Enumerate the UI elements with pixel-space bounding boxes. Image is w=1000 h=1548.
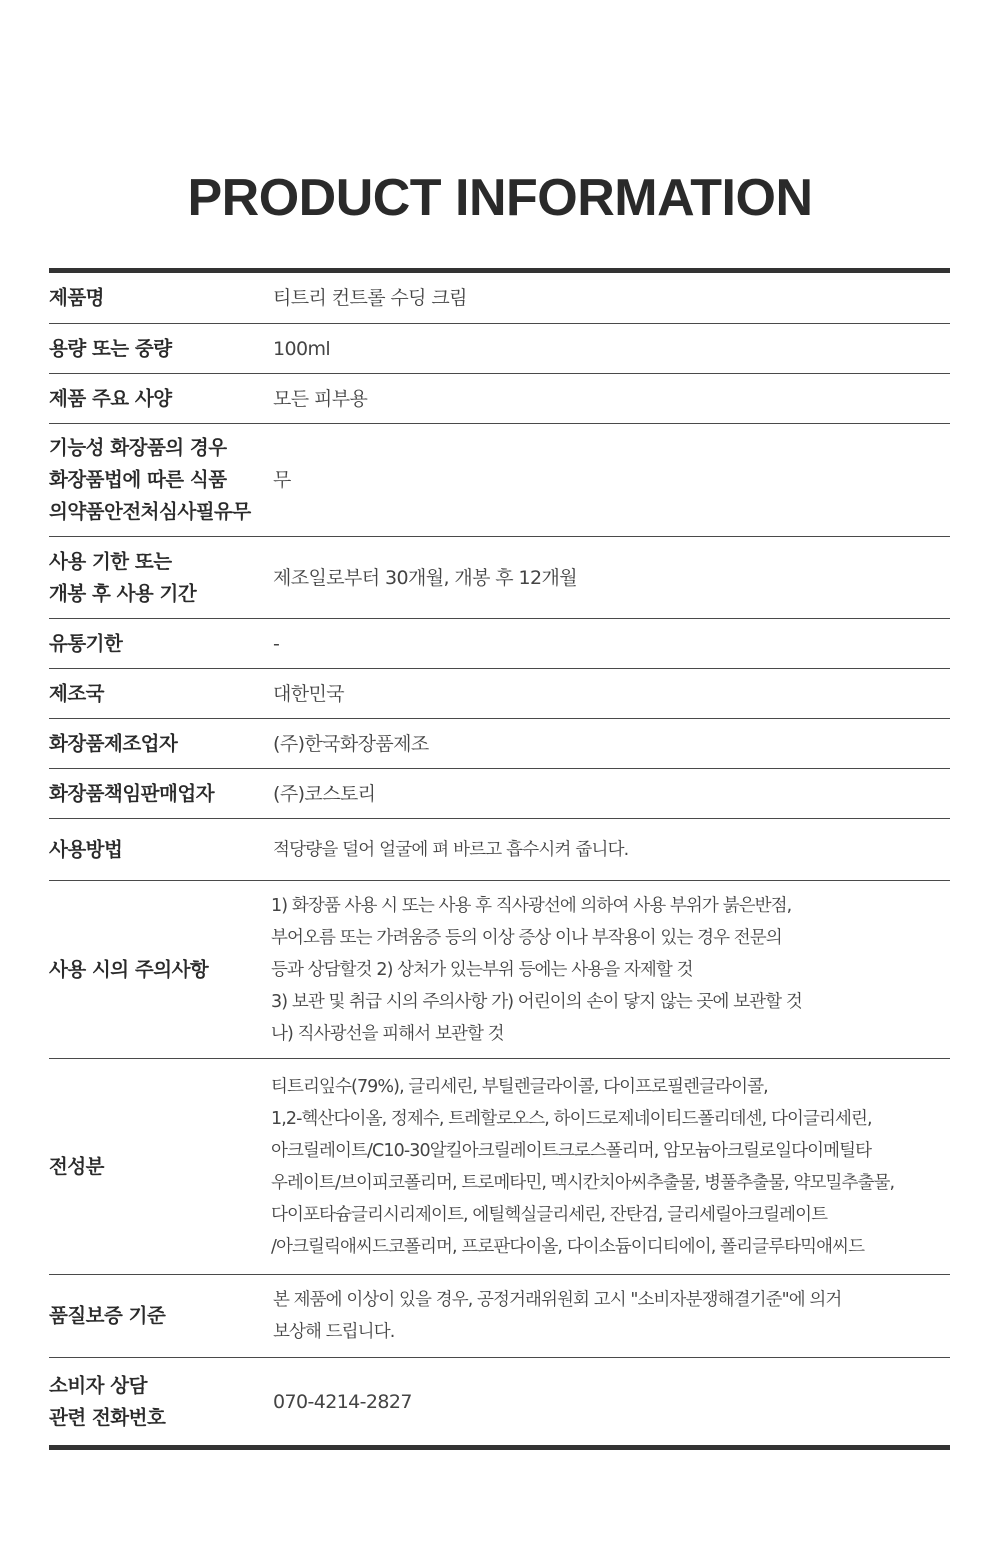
value-line: 부어오름 또는 가려움증 등의 이상 증상 이나 부작용이 있는 경우 전문의 (271, 927, 782, 948)
row-value (271, 1071, 950, 1263)
value-line: 본 제품에 이상이 있을 경우, 공정거래위원회 고시 "소비자분쟁해결기준"에 의거 (273, 1290, 842, 1310)
row-label: 사용 시의 주의사항 (49, 957, 209, 981)
value-line: 1) 화장품 사용 시 또는 사용 후 직사광선에 의하여 사용 부위가 붉은반점, (271, 895, 792, 916)
row-usage (49, 819, 950, 881)
row-seller (49, 769, 950, 819)
row-spec (49, 374, 950, 424)
row-label (49, 1370, 273, 1434)
row-manufacturer (49, 719, 950, 769)
row-label: 제조국 (49, 681, 105, 705)
row-label: 제품 주요 사양 (49, 386, 172, 410)
row-value: 무 (273, 469, 291, 491)
row-value: (주)코스토리 (273, 782, 376, 805)
label-line: 관련 전화번호 (49, 1405, 166, 1429)
row-label: 전성분 (49, 1154, 105, 1178)
value-line: 등과 상담할것 2) 상처가 있는부위 등에는 사용을 자제할 것 (271, 959, 693, 980)
value-line: 1,2-헥산다이올, 정제수, 트레할로오스, 하이드로제네이티드폴리데센, 다이글리세린, (271, 1108, 872, 1129)
row-value (271, 890, 950, 1050)
label-line: 사용 기한 또는 (49, 549, 172, 573)
row-caution (49, 881, 950, 1059)
row-label: 화장품책임판매업자 (49, 781, 215, 805)
row-label (49, 432, 273, 528)
row-product-name (49, 273, 950, 324)
row-label: 품질보증 기준 (49, 1304, 166, 1327)
row-ingredients (49, 1059, 950, 1275)
row-value: 티트리 컨트롤 수딩 크림 (273, 287, 467, 309)
row-value: 모든 피부용 (273, 387, 368, 410)
row-value (273, 1284, 950, 1348)
row-quality (49, 1275, 950, 1358)
label-line: 개봉 후 사용 기간 (49, 581, 197, 605)
row-functional-review (49, 424, 950, 537)
row-value: 100ml (273, 337, 331, 360)
value-line: 나) 직사광선을 피해서 보관할 것 (271, 1023, 504, 1044)
row-label: 화장품제조업자 (49, 731, 178, 755)
value-line: /아크릴릭애씨드코폴리머, 프로판다이올, 다이소듐이디티에이, 폴리글루타믹애씨드 (271, 1236, 865, 1257)
row-distribution-period (49, 619, 950, 669)
row-value: 070-4214-2827 (273, 1390, 412, 1413)
value-line: 다이포타슘글리시리제이트, 에틸헥실글리세린, 잔탄검, 글리세릴아크릴레이트 (271, 1204, 828, 1225)
label-line: 기능성 화장품의 경우 (49, 436, 227, 459)
value-line: 3) 보관 및 취급 시의 주의사항 가) 어린이의 손이 닿지 않는 곳에 보관할 것 (271, 991, 802, 1012)
row-value: 제조일로부터 30개월, 개봉 후 12개월 (273, 566, 577, 589)
label-line: 소비자 상담 (49, 1373, 147, 1397)
row-value: - (273, 632, 280, 655)
product-info-table (49, 268, 950, 1450)
row-label: 용량 또는 중량 (49, 336, 172, 360)
value-line: 아크릴레이트/C10-30알킬아크릴레이트크로스폴리머, 암모늄아크릴로일다이메틸타 (271, 1140, 872, 1161)
value-line: 보상해 드립니다. (273, 1322, 395, 1342)
row-label: 유통기한 (49, 631, 123, 655)
row-value: (주)한국화장품제조 (273, 732, 429, 755)
row-label (49, 546, 273, 610)
label-line: 의약품안전처심사필유무 (49, 500, 251, 523)
row-country (49, 669, 950, 719)
row-expiry (49, 537, 950, 619)
row-contact (49, 1358, 950, 1445)
row-value: 대한민국 (273, 682, 345, 705)
value-line: 티트리잎수(79%), 글리세린, 부틸렌글라이콜, 다이프로필렌글라이콜, (271, 1076, 768, 1097)
value-line: 우레이트/브이피코폴리머, 트로메타민, 멕시칸치아씨추출물, 병풀추출물, 약모밀추출물, (271, 1172, 895, 1193)
row-label: 사용방법 (49, 837, 123, 861)
page-title: PRODUCT INFORMATION (187, 169, 813, 227)
row-value: 적당량을 덜어 얼굴에 펴 바르고 흡수시켜 줍니다. (273, 839, 629, 860)
row-volume (49, 324, 950, 374)
row-label: 제품명 (49, 286, 105, 309)
label-line: 화장품법에 따른 식품 (49, 468, 227, 491)
